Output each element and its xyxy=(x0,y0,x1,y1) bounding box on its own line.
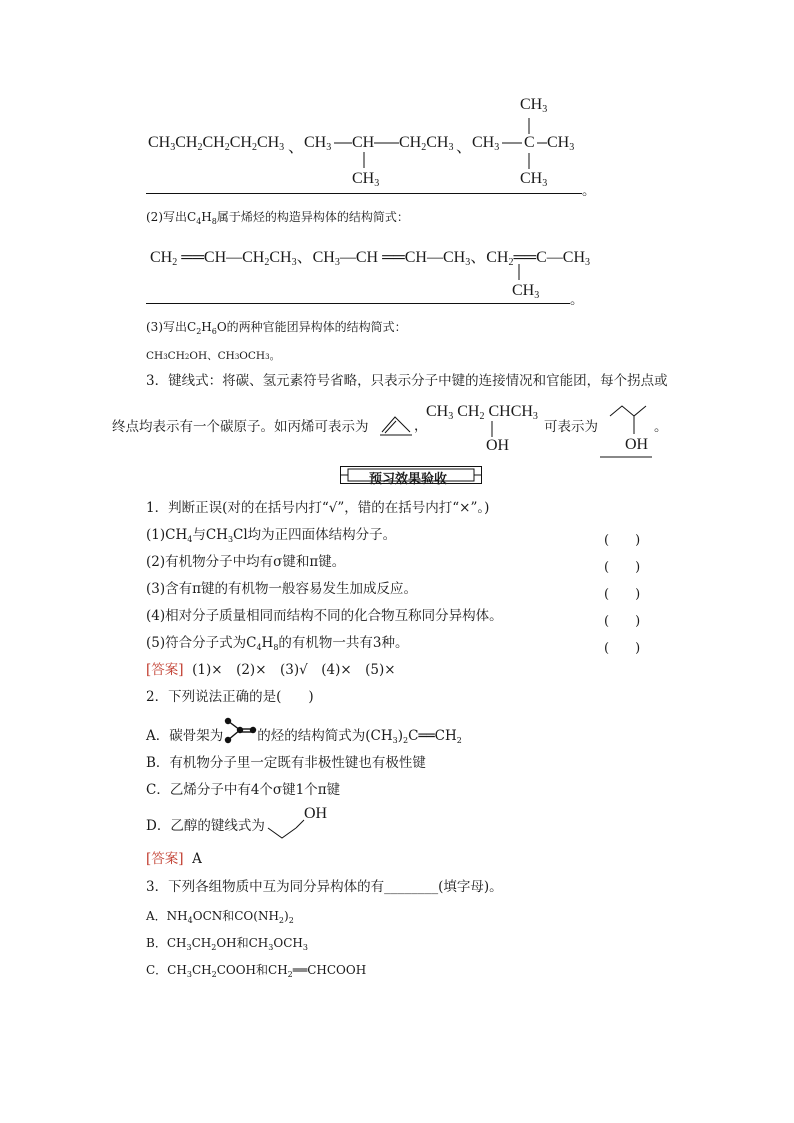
quiz-3-option-b: B．$CH_3CH_2OH$和$CH_3OCH_3$ xyxy=(146,936,308,952)
quiz-3-option-a: A．$NH_4OCN$和$CO(NH_2)_2$ xyxy=(146,909,294,925)
question-2-text: (2)写出$C_4H_8$属于烯烃的构造异构体的结构简式： xyxy=(146,210,409,226)
question-3-text: (3)写出$C_2H_6O$的两种官能团异构体的结构简式： xyxy=(146,320,407,336)
quiz-2-title: 2．下列说法正确的是( ) xyxy=(146,689,314,705)
quiz-3-option-c: C．$CH_3CH_2COOH$和$CH_2══CHCOOH$ xyxy=(146,963,367,979)
butanol-bond xyxy=(488,419,498,439)
quiz-1-item-2: (2)有机物分子中均有σ键和π键。 xyxy=(146,554,346,570)
answer-line xyxy=(146,193,582,194)
answer-label: [答案] xyxy=(146,851,184,867)
ethanol-skeleton-icon xyxy=(266,816,308,840)
carbon-skeleton-icon xyxy=(222,716,258,744)
answer-bracket: ( ) xyxy=(604,560,641,575)
butanol-oh: OH xyxy=(486,437,510,454)
answer-text: A xyxy=(192,851,202,867)
answer-bracket: ( ) xyxy=(604,614,641,629)
separator: 、 xyxy=(288,139,305,156)
para-3-line-2: 终点均表示有一个碳原子。如丙烯可表示为 xyxy=(112,419,369,435)
quiz-2-option-b: B．有机物分子里一定既有非极性键也有极性键 xyxy=(146,755,426,771)
quiz-1-title: 1．判断正误(对的在括号内打“√”，错的在括号内打“×”。) xyxy=(146,500,490,516)
answer-label: [答案] xyxy=(146,662,184,678)
answer-bracket: ( ) xyxy=(604,587,641,602)
isobutene-branch xyxy=(510,262,530,282)
section-banner xyxy=(340,466,482,487)
formula-n-pentane: CH3CH2CH2CH2CH3 xyxy=(148,134,285,153)
banner-title: 预习效果验收 xyxy=(369,472,448,487)
formula-1-butene: CH2 ══CH—CH2CH3、CH3—CH ══CH—CH3、CH2══C—CH3 xyxy=(150,249,591,268)
quiz-2-option-c: C．乙烯分子中有4个σ键1个π键 xyxy=(146,782,341,798)
quiz-1-item-4: (4)相对分子质量相同而结构不同的化合物互称同分异构体。 xyxy=(146,608,503,624)
ethanol-oh: OH xyxy=(304,805,328,822)
question-3-answer: CH3CH2OH、CH3OCH3。 xyxy=(146,350,281,362)
answer-bracket: ( ) xyxy=(604,533,641,548)
answer-text: (1)× (2)× (3)√ (4)× (5)× xyxy=(192,662,396,678)
period: 。 xyxy=(570,292,584,308)
quiz-2-answer xyxy=(146,853,202,867)
separator: 、 xyxy=(456,139,473,156)
propene-skeleton-icon xyxy=(380,412,414,436)
can-show-text: 可表示为 xyxy=(544,419,598,435)
para-3-line-1: 3．键线式：将碳、氢元素符号省略，只表示分子中键的连接情况和官能团，每个拐点或 xyxy=(146,373,668,389)
formula-isopentane: CH3 CH CH2CH3 CH3 xyxy=(304,134,454,189)
quiz-1-item-3: (3)含有π键的有机物一般容易发生加成反应。 xyxy=(146,581,417,597)
answer-bracket: ( ) xyxy=(604,641,641,656)
quiz-1-item-1: $(1)CH_4$与$CH_3Cl$均为正四面体结构分子。 xyxy=(146,527,397,544)
formula-2-butanol: CH3 CH2 CHCH3 xyxy=(426,403,538,422)
quiz-1-answer xyxy=(146,664,396,678)
quiz-2-option-d: D．乙醇的键线式为 xyxy=(146,818,265,834)
formula-neopentane: CH3 CH3 C CH3 CH3 xyxy=(472,96,575,189)
period: 。 xyxy=(654,419,668,435)
answer-line xyxy=(146,303,570,304)
comma: ， xyxy=(414,418,428,434)
period: 。 xyxy=(582,183,596,199)
quiz-1-item-5: (5)符合分子式为$C_4H_8$的有机物一共有3种。 xyxy=(146,635,409,652)
quiz-2-option-a: A．碳骨架为 的烃的结构简式为$(CH_3)_2C══CH_2$ xyxy=(146,728,462,745)
quiz-3-title: 3．下列各组物质中互为同分异构体的有________(填字母)。 xyxy=(146,879,503,895)
skeleton-oh: OH xyxy=(625,436,649,453)
isobutene-methyl: CH3 xyxy=(512,282,540,301)
